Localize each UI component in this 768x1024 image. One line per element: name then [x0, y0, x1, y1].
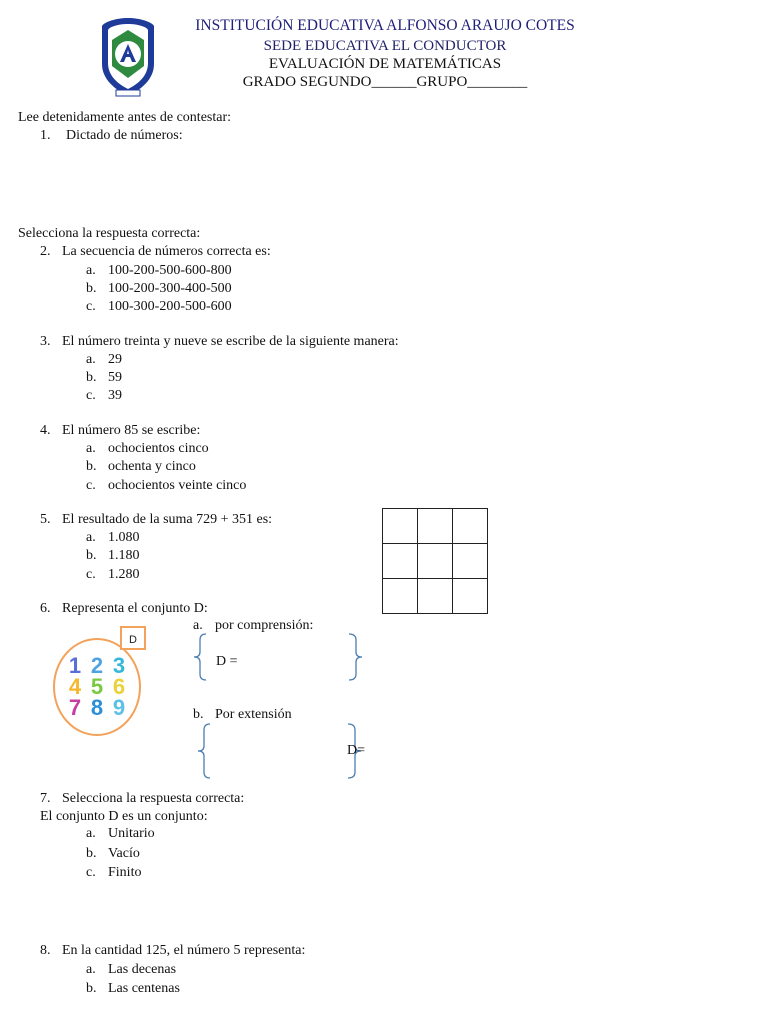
question-text: En la cantidad 125, el número 5 representa: — [62, 943, 306, 958]
option-text: Las decenas — [108, 962, 177, 977]
question-number: 4. — [40, 423, 51, 438]
option-letter: b. — [86, 281, 97, 296]
question-text: La secuencia de números correcta es: — [62, 244, 271, 259]
option-text: Las centenas — [108, 981, 180, 996]
option-letter: a. — [86, 530, 96, 545]
option-7a — [86, 825, 155, 843]
option-text: 100-200-300-400-500 — [108, 281, 232, 296]
option-text: ochocientos cinco — [108, 441, 209, 456]
question-text: El número 85 se escribe: — [62, 423, 201, 438]
option-4c — [86, 477, 246, 495]
option-letter: a. — [86, 441, 96, 456]
question-7-subtext: El conjunto D es un conjunto: — [40, 809, 208, 824]
grid-cell — [453, 509, 488, 544]
question-7 — [40, 790, 244, 808]
set-d-illustration — [52, 625, 148, 739]
set-digit: 2 — [90, 653, 104, 678]
set-label: D — [129, 634, 137, 646]
grid-cell — [453, 544, 488, 579]
part-text: por comprensión: — [215, 618, 314, 633]
option-text: Finito — [108, 865, 142, 880]
option-letter: c. — [86, 299, 96, 314]
question-text: El número treinta y nueve se escribe de la siguiente manera: — [62, 334, 399, 349]
set-digit: 3 — [112, 653, 126, 678]
part-letter: b. — [193, 707, 204, 722]
option-letter: a. — [86, 352, 96, 367]
left-brace — [198, 724, 210, 778]
work-grid — [382, 508, 488, 614]
option-8a — [86, 961, 176, 979]
option-letter: c. — [86, 567, 96, 582]
instructions: Lee detenidamente antes de contestar: — [18, 110, 232, 125]
option-5c — [86, 566, 140, 584]
option-3b — [86, 369, 122, 387]
question-6 — [40, 600, 208, 618]
option-2a — [86, 262, 232, 280]
option-2b — [86, 280, 232, 298]
option-letter: c. — [86, 478, 96, 493]
question-text: Representa el conjunto D: — [62, 601, 208, 616]
question-4 — [40, 422, 200, 440]
question-1 — [40, 127, 183, 145]
grade-group-line: GRADO SEGUNDO______GRUPO________ — [242, 74, 528, 90]
exam-title: EVALUACIÓN DE MATEMÁTICAS — [268, 56, 502, 72]
question-text: Selecciona la respuesta correcta: — [62, 791, 245, 806]
option-text: ochenta y cinco — [108, 459, 196, 474]
question-number: 3. — [40, 334, 51, 349]
grid-cell — [383, 579, 418, 614]
right-brace — [349, 634, 362, 680]
braces-part-b — [192, 722, 372, 780]
grid-cell — [453, 579, 488, 614]
grid-cell — [418, 509, 453, 544]
option-4b — [86, 458, 196, 476]
part-text: Por extensión — [215, 707, 292, 722]
left-brace — [194, 634, 206, 680]
set-digit: 8 — [90, 695, 104, 720]
option-7c — [86, 864, 141, 882]
option-text: 1.080 — [108, 530, 140, 545]
option-letter: b. — [86, 459, 97, 474]
option-text: 1.280 — [108, 567, 140, 582]
grid-cell — [383, 544, 418, 579]
institution-name: INSTITUCIÓN EDUCATIVA ALFONSO ARAUJO COTES — [195, 17, 575, 34]
question-2 — [40, 243, 271, 261]
option-text: ochocientos veinte cinco — [108, 478, 247, 493]
option-text: 100-200-500-600-800 — [108, 263, 232, 278]
question-8 — [40, 942, 305, 960]
question-text: Dictado de números: — [66, 128, 183, 143]
question-number: 7. — [40, 791, 51, 806]
question-number: 8. — [40, 943, 51, 958]
set-digit: 5 — [90, 674, 104, 699]
part-a-answer-label: D = — [216, 654, 238, 669]
option-text: 29 — [108, 352, 122, 367]
option-5b — [86, 547, 140, 565]
option-letter: c. — [86, 865, 96, 880]
option-letter: b. — [86, 370, 97, 385]
option-5a — [86, 529, 140, 547]
part-letter: a. — [193, 618, 203, 633]
question-text: El resultado de la suma 729 + 351 es: — [62, 512, 273, 527]
option-letter: b. — [86, 981, 97, 996]
option-4a — [86, 440, 209, 458]
option-8b — [86, 980, 180, 998]
part-b-answer-label: D= — [347, 743, 366, 758]
set-digit: 7 — [68, 695, 82, 720]
question-3 — [40, 333, 399, 351]
grid-cell — [418, 579, 453, 614]
option-7b — [86, 845, 140, 863]
grid-cell — [383, 509, 418, 544]
option-letter: b. — [86, 548, 97, 563]
question-5 — [40, 511, 272, 529]
set-digit: 4 — [68, 674, 82, 699]
option-text: 59 — [108, 370, 122, 385]
question-number: 6. — [40, 601, 51, 616]
set-digit: 9 — [112, 695, 126, 720]
option-text: Vacío — [108, 846, 140, 861]
select-prompt: Selecciona la respuesta correcta: — [18, 226, 201, 241]
option-text: 100-300-200-500-600 — [108, 299, 232, 314]
option-3c — [86, 387, 122, 405]
question-number: 2. — [40, 244, 51, 259]
set-digit: 1 — [68, 653, 82, 678]
option-letter: b. — [86, 846, 97, 861]
option-letter: a. — [86, 263, 96, 278]
school-crest-logo — [100, 16, 156, 98]
set-digit: 6 — [112, 674, 126, 699]
grid-cell — [418, 544, 453, 579]
question-number: 5. — [40, 512, 51, 527]
option-2c — [86, 298, 232, 316]
option-text: 1.180 — [108, 548, 140, 563]
option-letter: a. — [86, 826, 96, 841]
option-letter: a. — [86, 962, 96, 977]
option-3a — [86, 351, 122, 369]
option-letter: c. — [86, 388, 96, 403]
option-text: Unitario — [108, 826, 155, 841]
option-text: 39 — [108, 388, 122, 403]
campus-name: SEDE EDUCATIVA EL CONDUCTOR — [263, 38, 507, 54]
question-number: 1. — [40, 128, 51, 143]
